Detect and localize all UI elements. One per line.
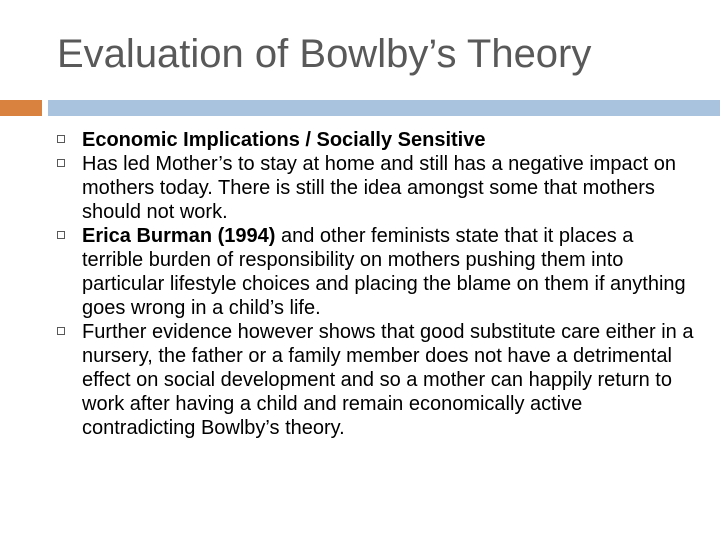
- accent-bar-orange: [0, 100, 42, 116]
- bullet-bold-text: Economic Implications / Socially Sensitive: [82, 129, 486, 151]
- square-bullet-icon: [54, 224, 82, 248]
- bullet-body-text: Has led Mother’s to stay at home and still has a negative impact on mothers today. There is still the idea amongst some that mothers should not work.: [82, 153, 677, 223]
- bullet-text: [82, 152, 694, 224]
- bullet-item: [54, 224, 694, 320]
- bullet-item: [54, 152, 694, 224]
- bullet-list: [54, 128, 694, 440]
- square-bullet-icon: [54, 152, 82, 176]
- bullet-text: [82, 224, 694, 320]
- bullet-body-text: Further evidence however shows that good substitute care either in a nursery, the father or a family member does not have a detrimental effect on social development and so a mother can happily return to work after having a child and remain economically active contradicting Bowlby’s theory.: [82, 321, 694, 439]
- bullet-item: [54, 128, 694, 152]
- bullet-text: [82, 128, 694, 152]
- bullet-body-text: and other feminists state that it places a terrible burden of responsibility on mothers pushing them into particular lifestyle choices and placing the blame on them if anything goes wrong in a child’s life.: [82, 225, 686, 319]
- bullet-item: [54, 320, 694, 440]
- bullet-text: [82, 320, 694, 440]
- bullet-bold-text: Erica Burman (1994): [82, 225, 276, 247]
- accent-bar-blue: [48, 100, 720, 116]
- square-bullet-icon: [54, 128, 82, 152]
- square-bullet-icon: [54, 320, 82, 344]
- slide-title: Evaluation of Bowlby’s Theory: [57, 32, 592, 76]
